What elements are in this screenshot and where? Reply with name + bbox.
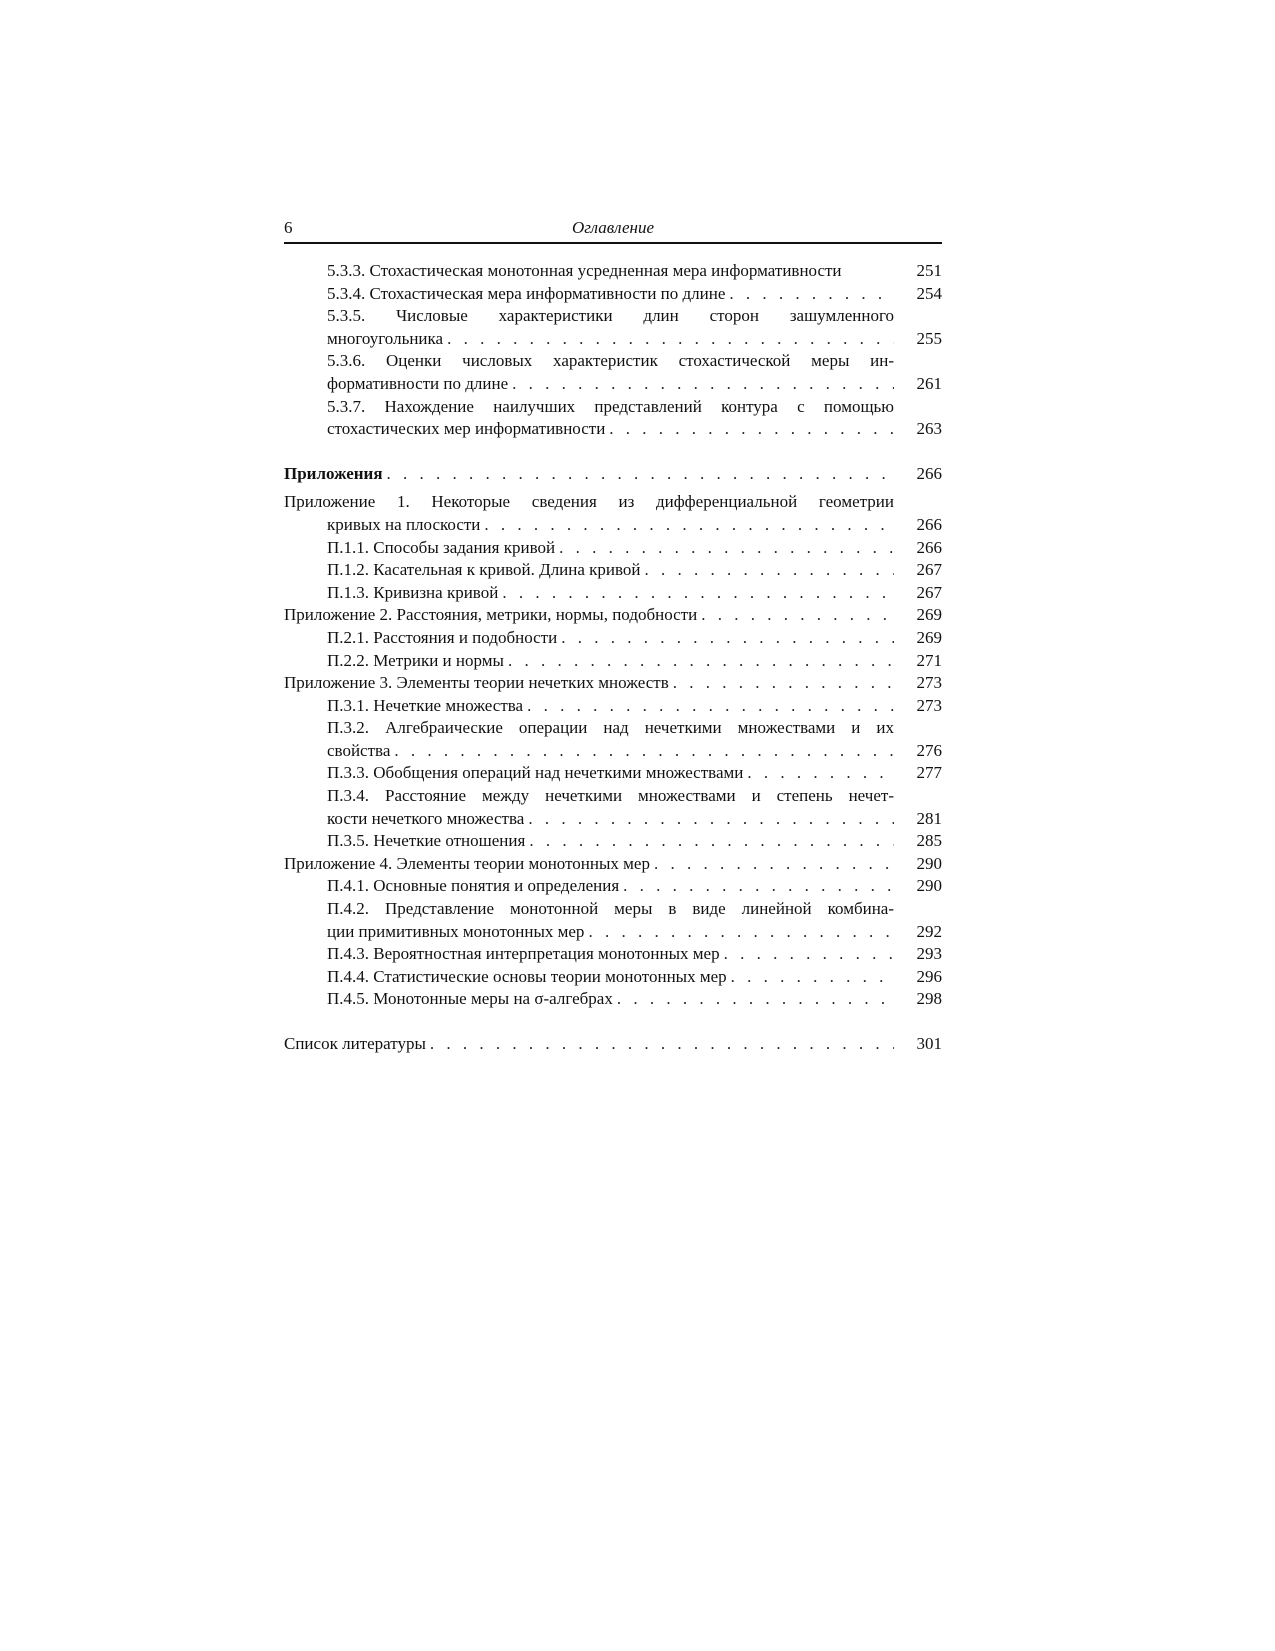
dot-leader bbox=[527, 695, 894, 718]
dot-leader bbox=[447, 328, 894, 351]
toc-entry-p-3-4[interactable] bbox=[284, 785, 942, 830]
entry-page-number: 276 bbox=[916, 740, 942, 760]
dot-leader bbox=[559, 537, 894, 560]
toc-entry-p-4-1[interactable] bbox=[284, 875, 942, 898]
entry-number: П.4.5. bbox=[327, 989, 370, 1009]
entry-title: Обобщения операций над нечеткими множествами bbox=[373, 763, 744, 783]
entry-title-line-1: Числовые характеристики длин сторон зашумленного bbox=[396, 306, 894, 326]
entry-number: 5.3.5. bbox=[327, 306, 366, 326]
toc-entry-appendices[interactable] bbox=[284, 463, 942, 486]
dot-leader bbox=[617, 988, 894, 1011]
entry-page-number: 255 bbox=[916, 328, 942, 348]
entry-number: П.4.1. bbox=[327, 876, 370, 896]
entry-page-number: 261 bbox=[916, 373, 942, 393]
dot-leader bbox=[609, 418, 894, 441]
entry-number: П.1.2. bbox=[327, 560, 370, 580]
dot-leader bbox=[561, 627, 894, 650]
entry-number: П.3.1. bbox=[327, 695, 370, 715]
entry-number: П.4.2. bbox=[327, 899, 370, 919]
entry-title: Способы задания кривой bbox=[373, 537, 556, 557]
entry-number: П.4.4. bbox=[327, 966, 370, 986]
entry-title: Статистические основы теории монотонных мер bbox=[373, 966, 727, 986]
table-of-contents bbox=[284, 260, 942, 1056]
toc-entry-appendix-1[interactable] bbox=[284, 491, 942, 536]
entry-number: П.4.3. bbox=[327, 944, 370, 964]
entry-title-line-1: Представление монотонной меры в виде линейной комбина- bbox=[385, 899, 895, 919]
toc-entry-p-3-5[interactable] bbox=[284, 830, 942, 853]
toc-entry-p-3-2[interactable] bbox=[284, 717, 942, 762]
entry-title-line-2: кривых на плоскости bbox=[327, 514, 481, 534]
entry-page-number: 269 bbox=[916, 605, 942, 625]
dot-leader bbox=[673, 672, 894, 695]
entry-title: Метрики и нормы bbox=[373, 650, 504, 670]
toc-page bbox=[284, 216, 942, 1056]
dot-leader bbox=[528, 808, 894, 831]
toc-entry-5-3-7[interactable] bbox=[284, 396, 942, 441]
entry-title-line-1: Оценки числовых характеристик стохастической меры ин- bbox=[386, 351, 894, 371]
dot-leader bbox=[502, 582, 894, 605]
entry-title-line-1: Приложение 1. Некоторые сведения из дифференциальной геометрии bbox=[284, 492, 894, 512]
toc-entry-5-3-5[interactable] bbox=[284, 305, 942, 350]
entry-page-number: 277 bbox=[916, 763, 942, 783]
toc-entry-p-4-2[interactable] bbox=[284, 898, 942, 943]
entry-number: 5.3.4. bbox=[327, 283, 366, 303]
entry-title: Касательная к кривой. Длина кривой bbox=[373, 560, 641, 580]
entry-title-line-2: ции примитивных монотонных мер bbox=[327, 921, 585, 941]
dot-leader bbox=[394, 740, 894, 763]
entry-number: П.3.2. bbox=[327, 718, 370, 738]
toc-entry-p-1-1[interactable] bbox=[284, 537, 942, 560]
dot-leader bbox=[645, 559, 894, 582]
toc-entry-p-3-1[interactable] bbox=[284, 695, 942, 718]
entry-page-number: 266 bbox=[916, 514, 942, 534]
dot-leader bbox=[623, 875, 894, 898]
entry-number: П.3.3. bbox=[327, 763, 370, 783]
entry-page-number: 263 bbox=[916, 419, 942, 439]
dot-leader bbox=[508, 650, 894, 673]
dot-leader bbox=[387, 463, 894, 486]
entry-page-number: 285 bbox=[916, 831, 942, 851]
entry-page-number: 269 bbox=[916, 627, 942, 647]
entry-title: Расстояния и подобности bbox=[373, 627, 558, 647]
toc-entry-p-2-2[interactable] bbox=[284, 650, 942, 673]
entry-page-number: 301 bbox=[916, 1034, 942, 1053]
entry-title-line-1: Алгебраические операции над нечеткими множествами и их bbox=[385, 718, 895, 738]
entry-page-number: 281 bbox=[916, 808, 942, 828]
entry-number: П.1.3. bbox=[327, 582, 370, 602]
entry-title: Приложения bbox=[284, 463, 383, 483]
dot-leader bbox=[654, 853, 894, 876]
entry-page-number: 266 bbox=[916, 463, 942, 483]
entry-number: П.1.1. bbox=[327, 537, 370, 557]
dot-leader bbox=[729, 283, 894, 306]
toc-entry-p-2-1[interactable] bbox=[284, 627, 942, 650]
dot-leader bbox=[731, 966, 894, 989]
dot-leader bbox=[529, 830, 894, 853]
entry-title: Кривизна кривой bbox=[373, 582, 499, 602]
entry-title: Приложение 2. Расстояния, метрики, нормы, подобности bbox=[284, 605, 698, 625]
toc-entry-5-3-6[interactable] bbox=[284, 350, 942, 395]
toc-entry-p-4-3[interactable] bbox=[284, 943, 942, 966]
entry-title: Стохастическая монотонная усредненная мера информативности bbox=[369, 261, 842, 280]
toc-entry-p-4-4[interactable] bbox=[284, 966, 942, 989]
entry-title-line-1: Нахождение наилучших представлений контура с помощью bbox=[384, 396, 894, 416]
entry-page-number: 271 bbox=[916, 650, 942, 670]
entry-title-line-2: многоугольника bbox=[327, 328, 444, 348]
entry-title: Стохастическая мера информативности по длине bbox=[369, 283, 726, 303]
entry-page-number: 298 bbox=[916, 989, 942, 1009]
entry-page-number: 293 bbox=[916, 944, 942, 964]
toc-entry-appendix-2[interactable] bbox=[284, 604, 942, 627]
dot-leader bbox=[747, 762, 894, 785]
entry-page-number: 292 bbox=[916, 921, 942, 941]
entry-title-line-2: свойства bbox=[327, 740, 391, 760]
dot-leader bbox=[512, 373, 894, 396]
entry-number: П.3.4. bbox=[327, 786, 370, 806]
entry-number: П.2.2. bbox=[327, 650, 370, 670]
entry-page-number: 290 bbox=[916, 853, 942, 873]
toc-entry-p-1-3[interactable] bbox=[284, 582, 942, 605]
dot-leader bbox=[588, 921, 894, 944]
entry-number: П.3.5. bbox=[327, 831, 370, 851]
entry-page-number: 290 bbox=[916, 876, 942, 896]
entry-title-line-2: формативности по длине bbox=[327, 373, 509, 393]
page-header bbox=[284, 216, 942, 244]
entry-number: 5.3.6. bbox=[327, 351, 366, 371]
entry-title: Список литературы bbox=[284, 1034, 426, 1053]
toc-entry-p-3-3[interactable] bbox=[284, 762, 942, 785]
toc-entry-p-4-5[interactable] bbox=[284, 988, 942, 1011]
toc-entry-appendix-3[interactable] bbox=[284, 672, 942, 695]
entry-page-number: 267 bbox=[916, 560, 942, 580]
dot-leader bbox=[701, 604, 894, 627]
toc-entry-5-3-4[interactable] bbox=[284, 283, 942, 306]
entry-page-number: 251 bbox=[916, 261, 942, 280]
entry-page-number: 266 bbox=[916, 537, 942, 557]
entry-page-number: 267 bbox=[916, 582, 942, 602]
toc-entry-appendix-4[interactable] bbox=[284, 853, 942, 876]
entry-title: Приложение 4. Элементы теории монотонных мер bbox=[284, 853, 650, 873]
entry-title: Монотонные меры на σ-алгебрах bbox=[373, 989, 613, 1009]
page-number: 6 bbox=[284, 218, 293, 237]
entry-page-number: 273 bbox=[916, 695, 942, 715]
entry-number: 5.3.7. bbox=[327, 396, 366, 416]
entry-title-line-1: Расстояние между нечеткими множествами и степень нечет- bbox=[384, 786, 894, 806]
entry-page-number: 296 bbox=[916, 966, 942, 986]
entry-page-number: 273 bbox=[916, 673, 942, 693]
entry-title: Вероятностная интерпретация монотонных мер bbox=[373, 944, 720, 964]
entry-title: Основные понятия и определения bbox=[373, 876, 620, 896]
entry-title: Нечеткие отношения bbox=[373, 831, 526, 851]
toc-entry-5-3-3[interactable] bbox=[284, 260, 942, 283]
entry-number: П.2.1. bbox=[327, 627, 370, 647]
dot-leader bbox=[484, 514, 894, 537]
toc-entry-bibliography[interactable] bbox=[284, 1033, 942, 1056]
dot-leader bbox=[430, 1033, 894, 1056]
entry-title-line-2: стохастических мер информативности bbox=[327, 419, 606, 439]
entry-title: Приложение 3. Элементы теории нечетких множеств bbox=[284, 673, 669, 693]
toc-entry-p-1-2[interactable] bbox=[284, 559, 942, 582]
entry-title: Нечеткие множества bbox=[373, 695, 524, 715]
entry-title-line-2: кости нечеткого множества bbox=[327, 808, 525, 828]
entry-number: 5.3.3. bbox=[327, 261, 366, 280]
dot-leader bbox=[724, 943, 894, 966]
running-title: Оглавление bbox=[571, 218, 655, 237]
entry-page-number: 254 bbox=[916, 283, 942, 303]
